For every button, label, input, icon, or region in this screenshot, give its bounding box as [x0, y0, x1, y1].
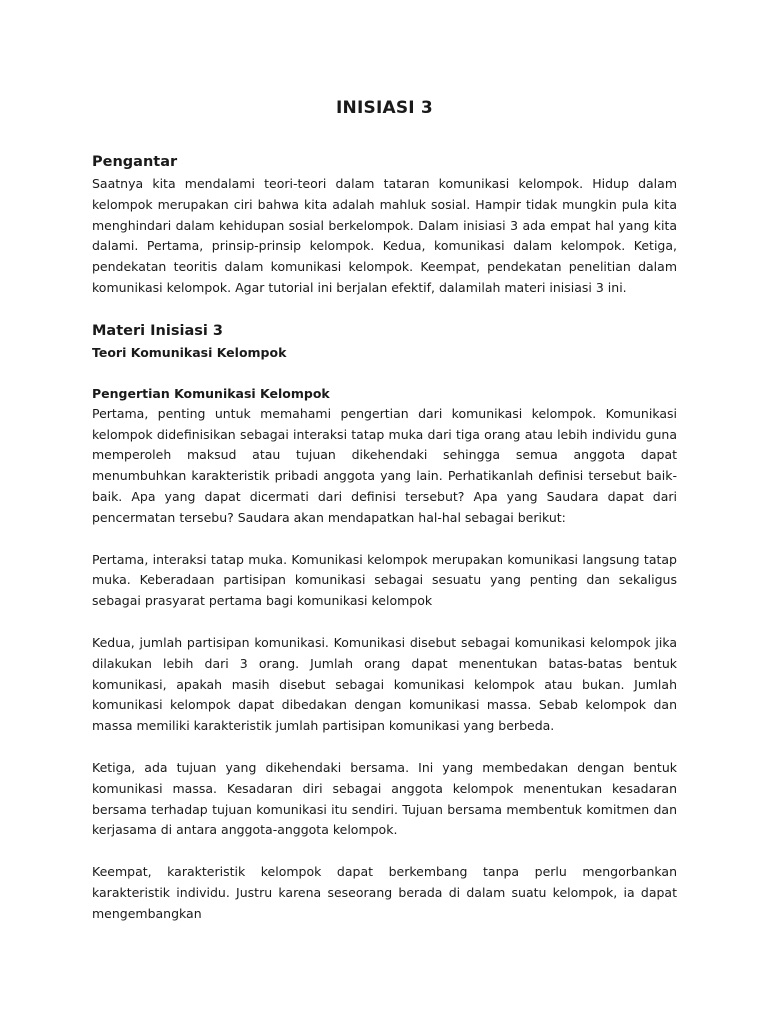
body-paragraph-kedua: Kedua, jumlah partisipan komunikasi. Komunikasi disebut sebagai komunikasi kelompok jika dilakukan lebih dari 3 orang. Jumlah orang dapat menentukan batas-batas bentuk komunikasi, apakah masih disebut sebagai komunikasi kelompok atau bukan. Jumlah komunikasi kelompok dapat dibedakan dengan komunikasi massa. Sebab kelompok dan massa memiliki karakteristik jumlah partisipan komunikasi yang berbeda.: [92, 634, 677, 734]
document-content: [92, 96, 677, 925]
body-paragraph-keempat: Keempat, karakteristik kelompok dapat berkembang tanpa perlu mengorbankan karakteristik individu. Justru karena seseorang berada di dalam suatu kelompok, ia dapat mengembangkan: [92, 864, 677, 921]
body-paragraph-definition: Pertama, penting untuk memahami pengertian dari komunikasi kelompok. Komunikasi kelompok didefinisikan sebagai interaksi tatap muka dari tiga orang atau lebih individu guna memperoleh maksud atau tujuan dikehendaki sehingga semua anggota dapat menumbuhkan karakteristik pribadi anggota yang lain. Perhatikanlah definisi tersebut baik-baik. Apa yang dapat dicermati dari definisi tersebut? Apa yang Saudara dapat dari pencermatan tersebu? Saudara akan mendapatkan hal-hal sebagai berikut:: [92, 405, 677, 525]
document-title: INISIASI 3: [336, 98, 433, 118]
body-paragraph-pertama: Pertama, interaksi tatap muka. Komunikasi kelompok merupakan komunikasi langsung tatap muka. Keberadaan partisipan komunikasi sebagai sesuatu yang penting dan sekaligus sebagai prasyarat pertama bagi komunikasi kelompok: [92, 551, 677, 609]
materi-subheading: Teori Komunikasi Kelompok: [92, 344, 287, 360]
intro-paragraph: Saatnya kita mendalami teori-teori dalam tataran komunikasi kelompok. Hidup dalam kelompok merupakan ciri bahwa kita adalah mahluk sosial. Hampir tidak mungkin pula kita menghindari dalam kehidupan sosial berkelompok. Dalam inisiasi 3 ada empat hal yang kita dalami. Pertama, prinsip-prinsip kelompok. Kedua, komunikasi dalam kelompok. Ketiga, pendekatan teoritis dalam komunikasi kelompok. Keempat, pendekatan penelitian dalam komunikasi kelompok. Agar tutorial ini berjalan efektif, dalamilah materi inisiasi 3 ini.: [92, 176, 677, 295]
pengertian-heading: Pengertian Komunikasi Kelompok: [92, 385, 330, 401]
intro-heading: Pengantar: [92, 154, 178, 170]
materi-heading: Materi Inisiasi 3: [92, 322, 223, 339]
body-paragraph-ketiga: Ketiga, ada tujuan yang dikehendaki bersama. Ini yang membedakan dengan bentuk komunikasi massa. Kesadaran diri sebagai anggota kelompok menentukan kesadaran bersama terhadap tujuan komunikasi itu sendiri. Tujuan bersama membentuk komitmen dan kerjasama di antara anggota-anggota kelompok.: [92, 759, 677, 838]
